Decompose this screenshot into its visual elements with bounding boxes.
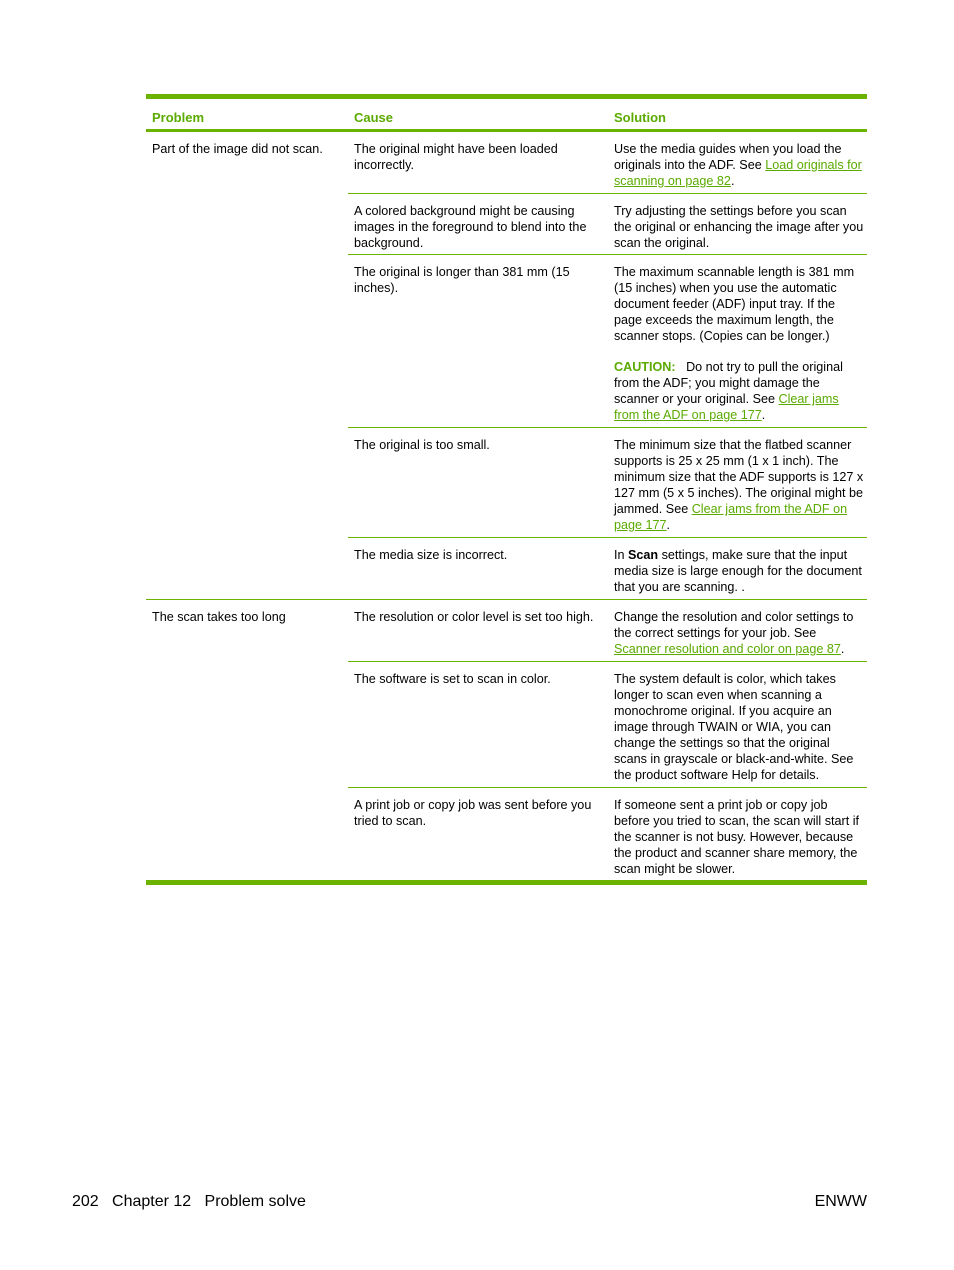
cause-text: A colored background might be causing images in the foreground to blend into the background. (354, 204, 587, 250)
cause-text: A print job or copy job was sent before you tried to scan. (354, 798, 592, 828)
solution-text: Change the resolution and color settings to the correct settings for your job. See Scanner resolution and color on page 87. (614, 610, 854, 656)
header-cause: Cause (354, 110, 394, 125)
link-clear-jams[interactable]: Clear jams from the ADF on page 177 (614, 502, 848, 532)
cause-text: The media size is incorrect. (354, 548, 508, 562)
link-clear-jams[interactable]: Clear jams from the ADF on page 177 (614, 392, 839, 422)
solution-text: The minimum size that the flatbed scanner supports is 25 x 25 mm (1 x 1 inch). The minimum size that the ADF supports is 127 x 127 mm (5 x 5 inches). The original might be jammed. See Clear jams from the ADF on page 177. (614, 438, 864, 532)
troubleshooting-table (146, 94, 867, 885)
solution-text: Use the media guides when you load the originals into the ADF. See Load originals for scanning on page 82. (614, 142, 862, 188)
header-problem: Problem (152, 110, 205, 125)
link-scanner-resolution[interactable]: Scanner resolution and color on page 87 (614, 642, 841, 656)
solution-text: The system default is color, which takes longer to scan even when scanning a monochrome original. If you acquire an image through TWAIN or WIA, you can change the settings so that the original scans in grayscale or black-and-white. See the product software Help for details. (614, 672, 854, 782)
cause-text: The software is set to scan in color. (354, 672, 551, 686)
header-divider (607, 99, 608, 129)
cause-text: The original might have been loaded incorrectly. (354, 142, 558, 172)
problem-group-partial-scan (146, 132, 867, 600)
solution-text: Try adjusting the settings before you scan the original or enhancing the image after you scan the original. (614, 204, 864, 250)
table-bottom-rule (146, 880, 867, 885)
table-row (348, 788, 867, 880)
page-footer-code: ENWW (814, 1193, 867, 1210)
page-footer-chapter: 202 Chapter 12 Problem solve (72, 1193, 306, 1210)
header-solution: Solution (614, 110, 666, 125)
solution-text: In Scan settings, make sure that the input media size is large enough for the document that you are scanning. . (614, 548, 862, 594)
caution-note: CAUTION: Do not try to pull the original from the ADF; you might damage the scanner or your original. See Clear jams from the ADF on page 177. (614, 360, 843, 422)
table-row (348, 428, 867, 538)
table-row (348, 600, 867, 662)
link-load-originals[interactable]: Load originals for scanning on page 82 (614, 158, 862, 188)
problem-group-scan-slow (146, 600, 867, 880)
cause-text: The resolution or color level is set too high. (354, 610, 594, 624)
cause-text: The original is too small. (354, 438, 490, 452)
table-row (348, 194, 867, 255)
table-row (348, 132, 867, 194)
solution-text: If someone sent a print job or copy job before you tried to scan, the scan will start if the scanner is not busy. However, because the product and scanner share memory, the scan might be slower. (614, 798, 859, 876)
cause-text: The original is longer than 381 mm (15 inches). (354, 265, 570, 295)
header-divider (347, 99, 348, 129)
table-row (348, 538, 867, 599)
table-row (348, 662, 867, 788)
problem-text: The scan takes too long (152, 610, 286, 624)
table-header (146, 99, 867, 132)
caution-label: CAUTION: (614, 360, 676, 374)
solution-text: The maximum scannable length is 381 mm (15 inches) when you use the automatic document feeder (ADF) input tray. If the page exceeds the maximum length, the scanner stops. (Copies can be longer.) CAUTION: Do not try to pull the original from the ADF; you might damage the scanner or your original. See Clear jams from the ADF on page 177. (614, 264, 864, 423)
table-row (348, 255, 867, 428)
problem-text: Part of the image did not scan. (152, 142, 323, 156)
